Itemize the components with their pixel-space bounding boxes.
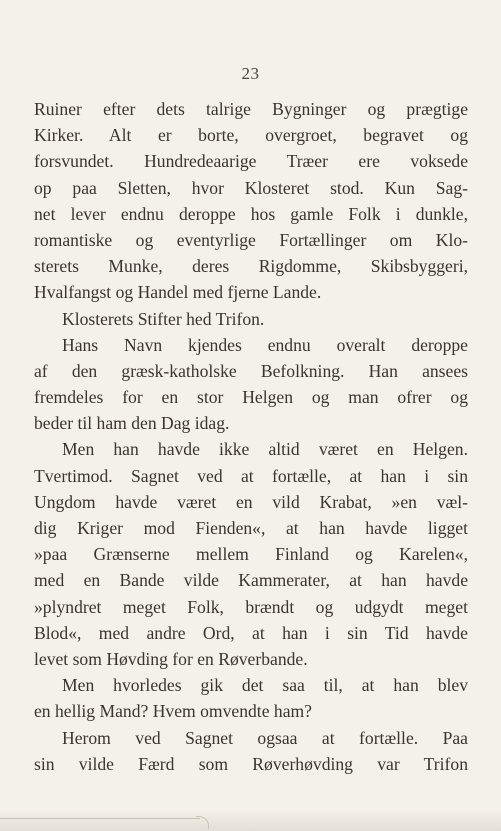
text-line: Blod«, med andre Ord, at han i sin Tid havde bbox=[34, 622, 468, 643]
text-line: levet som Høvding for en Røverbande. bbox=[34, 648, 308, 669]
text-line: forsvundet. Hundredeaarige Træer ere voksede bbox=[34, 151, 468, 172]
text-line: Hans Navn kjendes endnu overalt deroppe bbox=[62, 334, 468, 355]
text-line: beder til ham den Dag idag. bbox=[34, 413, 230, 434]
text-line: Men han havde ikke altid været en Helgen. bbox=[62, 439, 468, 460]
text-line: romantiske og eventyrlige Fortællinger om Klo- bbox=[34, 229, 468, 250]
page-bottom-edge bbox=[0, 809, 501, 831]
text-line: dig Kriger mod Fienden«, at han havde ligget bbox=[34, 518, 468, 538]
text-line: fremdeles for en stor Helgen og man ofrer og bbox=[34, 387, 468, 408]
text-line: Herom ved Sagnet ogsaa at fortælle. Paa bbox=[62, 727, 468, 748]
text-line: op paa Sletten, hvor Klosteret stod. Kun Sag- bbox=[34, 177, 468, 198]
body-text bbox=[34, 96, 468, 777]
text-line: »plyndret meget Folk, brændt og udgydt meget bbox=[34, 596, 468, 617]
page-edge-line bbox=[0, 818, 200, 819]
text-line: sterets Munke, deres Rigdomme, Skibsbyggeri, bbox=[34, 256, 468, 277]
text-line: »paa Grænserne mellem Finland og Karelen«, bbox=[34, 544, 468, 565]
text-line: Hvalfangst og Handel med fjerne Lande. bbox=[34, 282, 322, 303]
text-line: med en Bande vilde Kammerater, at han havde bbox=[34, 570, 468, 591]
text-line: Men hvorledes gik det saa til, at han blev bbox=[62, 675, 468, 696]
text-line: Ungdom havde været en vild Krabat, »en væl- bbox=[34, 491, 468, 512]
text-line: Tvertimod. Sagnet ved at fortælle, at han i sin bbox=[34, 465, 468, 486]
text-line: Kirker. Alt er borte, overgroet, begravet og bbox=[34, 125, 468, 146]
text-line: en hellig Mand? Hvem omvendte ham? bbox=[34, 701, 312, 722]
page-number: 23 bbox=[241, 64, 260, 83]
text-line: net lever endnu deroppe hos gamle Folk i dunkle, bbox=[34, 203, 468, 224]
text-line: af den græsk-katholske Befolkning. Han ansees bbox=[34, 360, 468, 381]
text-line: Klosterets Stifter hed Trifon. bbox=[62, 308, 265, 329]
text-line: Ruiner efter dets talrige Bygninger og prægtige bbox=[34, 99, 468, 119]
text-line: sin vilde Færd som Røverhøvding var Trifon bbox=[34, 753, 468, 774]
